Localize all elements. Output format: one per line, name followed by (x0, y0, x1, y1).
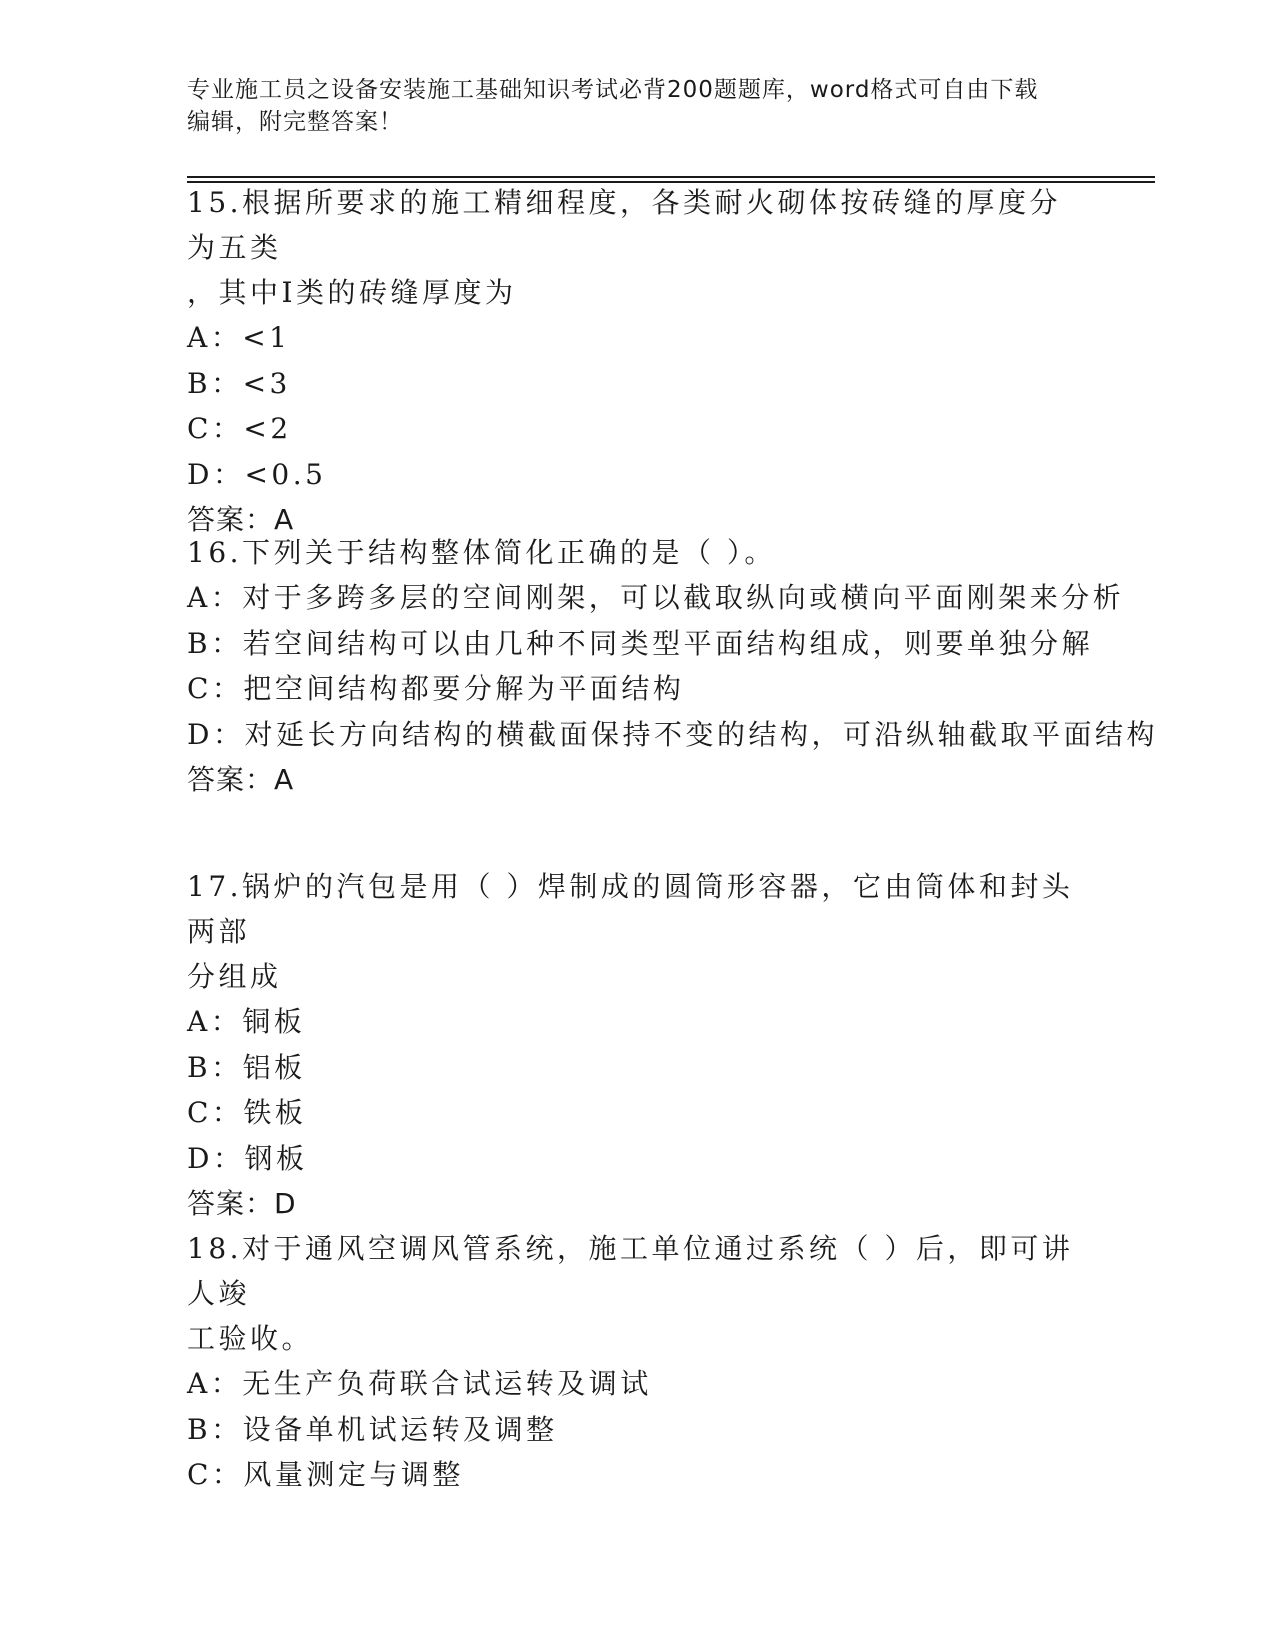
answer-line: 答案：A (187, 763, 295, 796)
answer-line: 答案：D (187, 1187, 297, 1220)
option-b: B：<3 (187, 366, 291, 400)
header-divider-top (187, 176, 1155, 178)
option-c: C：把空间结构都要分解为平面结构 (187, 672, 685, 705)
option-b: B：铝板 (187, 1050, 306, 1084)
question-stem-line-2: 工验收。 (187, 1322, 314, 1355)
option-c: C：<2 (187, 412, 292, 445)
question-16 (187, 530, 1158, 802)
question-17 (187, 864, 1087, 1226)
option-c: C：风量测定与调整 (187, 1458, 464, 1491)
answer-line: 答案：A (187, 503, 295, 536)
question-stem-line-1: 16.下列关于结构整体简化正确的是（ ）。 (187, 536, 776, 569)
question-stem-line-2: ，其中Ⅰ类的砖缝厚度为 (187, 276, 517, 309)
question-15 (187, 180, 1087, 542)
option-c: C：铁板 (187, 1096, 307, 1129)
question-stem-line-1: 15.根据所要求的施工精细程度，各类耐火砌体按砖缝的厚度分为五类 (187, 186, 1062, 264)
question-stem-line-1: 17.锅炉的汽包是用（ ）焊制成的圆筒形容器，它由筒体和封头两部 (187, 870, 1074, 948)
header-title-line-2: 编辑，附完整答案！ (187, 109, 403, 135)
option-b: B：设备单机试运转及调整 (187, 1412, 558, 1446)
option-a: A：对于多跨多层的空间刚架，可以截取纵向或横向平面刚架来分析 (187, 581, 1125, 614)
option-a: A：<1 (187, 321, 291, 354)
option-b: B：若空间结构可以由几种不同类型平面结构组成，则要单独分解 (187, 626, 1094, 660)
option-d: D：<0.5 (187, 457, 327, 491)
option-d: D：对延长方向结构的横截面保持不变的结构，可沿纵轴截取平面结构 (187, 717, 1158, 751)
option-a: A：无生产负荷联合试运转及调试 (187, 1367, 652, 1400)
question-stem-line-2: 分组成 (187, 960, 282, 993)
question-stem-line-1: 18.对于通风空调风管系统，施工单位通过系统（ ）后，即可讲人竣 (187, 1232, 1074, 1310)
option-a: A：铜板 (187, 1005, 306, 1038)
option-d: D：钢板 (187, 1141, 308, 1175)
question-18 (187, 1226, 1087, 1498)
header-title-line-1: 专业施工员之设备安装施工基础知识考试必背200题题库，word格式可自由下载 (187, 77, 1039, 103)
document-header (187, 74, 1067, 138)
